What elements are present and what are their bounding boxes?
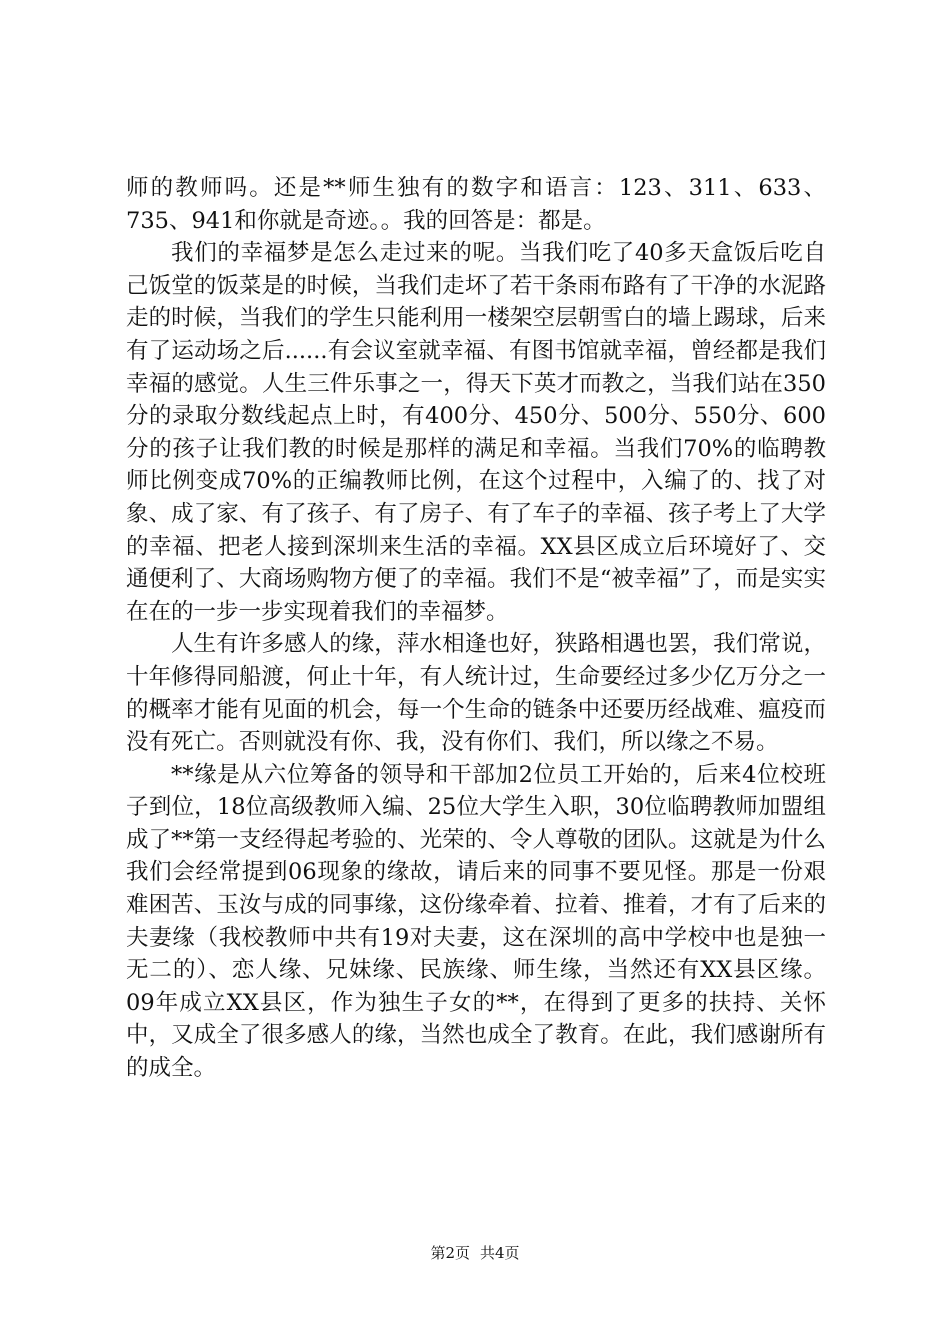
- page-number: 第2页: [430, 1244, 470, 1262]
- page-total: 共4页: [480, 1244, 520, 1262]
- page-footer: [0, 1243, 950, 1263]
- paragraph-fate: 人生有许多感人的缘，萍水相逢也好，狭路相遇也罢，我们常说，十年修得同船渡，何止十年，有人统计过，生命要经过多少亿万分之一的概率才能有见面的机会，每一个生命的链条中还要历经战难、瘟疫而没有死亡。否则就没有你、我，没有你们、我们，所以缘之不易。: [126, 631, 826, 756]
- paragraph-continuation: 师的教师吗。还是**师生独有的数字和语言：123、311、633、735、941和你就是奇迹。。我的回答是：都是。: [126, 175, 826, 234]
- paragraph-happiness-dream: 我们的幸福梦是怎么走过来的呢。当我们吃了40多天盒饭后吃自己饭堂的饭菜是的时候，当我们走坏了若干条雨布路有了干净的水泥路走的时候，当我们的学生只能利用一楼架空层朝雪白的墙上踢球，后来有了运动场之后......有会议室就幸福、有图书馆就幸福，曾经都是我们幸福的感觉。人生三件乐事之一，得天下英才而教之，当我们站在350分的录取分数线起点上时，有400分、450分、500分、550分、600分的孩子让我们教的时候是那样的满足和幸福。当我们70%的临聘教师比例变成70%的正编教师比例，在这个过程中，入编了的、找了对象、成了家、有了孩子、有了房子、有了车子的幸福、孩子考上了大学的幸福、把老人接到深圳来生活的幸福。XX县区成立后环境好了、交通便利了、大商场购物方便了的幸福。我们不是“被幸福”了，而是实实在在的一步一步实现着我们的幸福梦。: [126, 240, 826, 625]
- paragraph-school-fate: **缘是从六位筹备的领导和干部加2位员工开始的，后来4位校班子到位，18位高级教师入编、25位大学生入职，30位临聘教师加盟组成了**第一支经得起考验的、光荣的、令人尊敬的团队。这就是为什么我们会经常提到06现象的缘故，请后来的同事不要见怪。那是一份艰难困苦、玉汝与成的同事缘，这份缘牵着、拉着、推着，才有了后来的夫妻缘（我校教师中共有19对夫妻，这在深圳的高中学校中也是独一无二的）、恋人缘、兄妹缘、民族缘、师生缘，当然还有XX县区缘。09年成立XX县区，作为独生子女的**，在得到了更多的扶持、关怀中，又成全了很多感人的缘，当然也成全了教育。在此，我们感谢所有的成全。: [126, 761, 826, 1082]
- document-body: [126, 172, 826, 1085]
